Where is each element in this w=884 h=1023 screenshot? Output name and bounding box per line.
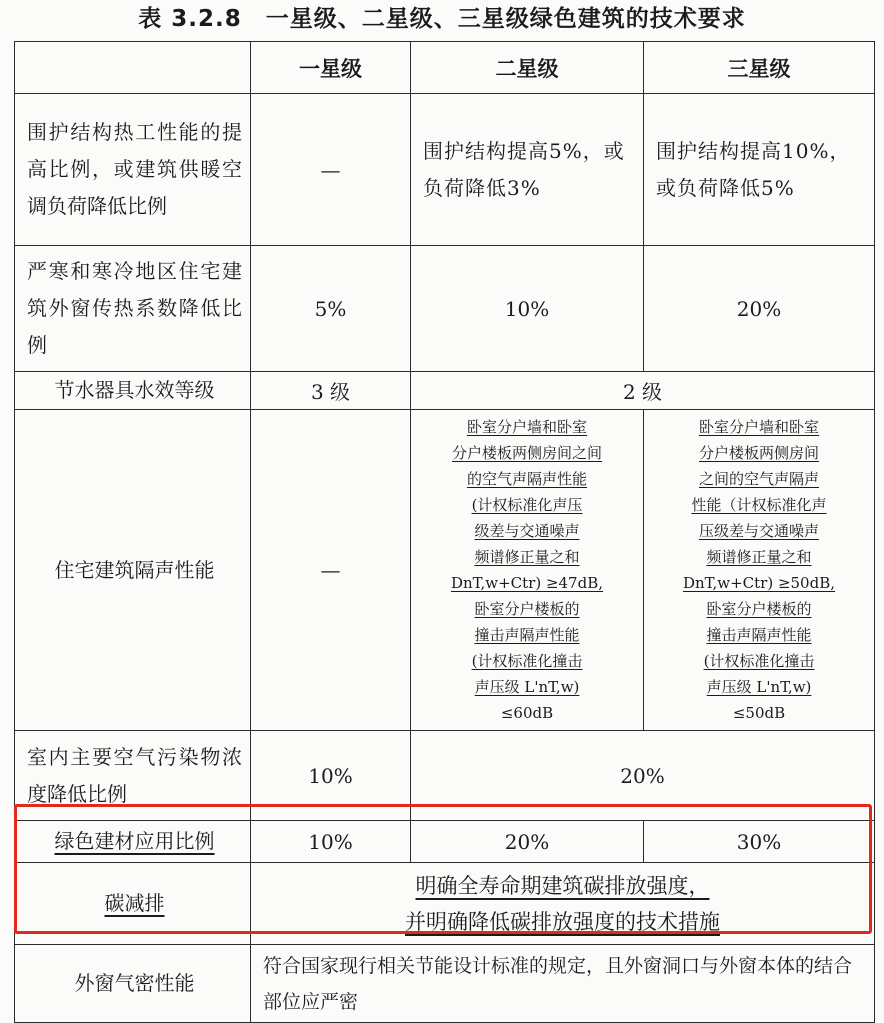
sound-two-l2: 的空气声隔声性能	[466, 470, 587, 488]
carbon-line2: 并明确降低碳排放强度的技术措施	[405, 909, 720, 934]
label-envelope: 围护结构热工性能的提高比例，或建筑供暖空调负荷降低比例	[15, 94, 251, 246]
sound-three-l0: 卧室分户墙和卧室	[698, 418, 819, 436]
sound-two-l10: 声压级 L'nT,w)	[474, 678, 580, 696]
sound-two-l7: 卧室分户楼板的	[474, 600, 580, 618]
sound-two-l9: (计权标准化撞击	[471, 652, 583, 670]
sound-three-l11: ≤50dB	[732, 704, 786, 722]
sound-three-l10: 声压级 L'nT,w)	[706, 678, 812, 696]
material-three: 30%	[644, 821, 875, 863]
sound-two	[411, 410, 644, 731]
sound-three-l2: 之间的空气声隔声	[698, 470, 819, 488]
sound-three	[644, 410, 875, 731]
header-two-star: 二星级	[411, 42, 644, 94]
carbon-requirement	[251, 863, 875, 945]
sound-two-l11: ≤60dB	[500, 704, 554, 722]
sound-three-l3: 性能（计权标准化声	[691, 496, 827, 514]
sound-three-l6: DnT,w+Ctr) ≥50dB,	[682, 574, 835, 592]
label-carbon: 碳减排	[15, 863, 251, 945]
material-two: 20%	[411, 821, 644, 863]
airtight-requirement: 符合国家现行相关节能设计标准的规定，且外窗洞口与外窗本体的结合部位应严密	[251, 945, 875, 1023]
label-material: 绿色建材应用比例	[15, 821, 251, 863]
sound-three-l8: 撞击声隔声性能	[706, 626, 812, 644]
water-two-three: 2 级	[411, 372, 875, 410]
window-one: 5%	[251, 246, 411, 372]
row-material	[15, 821, 875, 863]
sound-three-l9: (计权标准化撞击	[703, 652, 815, 670]
water-one: 3 级	[251, 372, 411, 410]
carbon-line1: 明确全寿命期建筑碳排放强度，	[415, 873, 710, 898]
sound-two-l6: DnT,w+Ctr) ≥47dB,	[450, 574, 603, 592]
air-two-three: 20%	[411, 731, 875, 821]
sound-three-l1: 分户楼板两侧房间	[698, 444, 819, 462]
sound-two-l1: 分户楼板两侧房间之间	[451, 444, 602, 462]
header-one-star: 一星级	[251, 42, 411, 94]
row-window	[15, 246, 875, 372]
label-sound: 住宅建筑隔声性能	[15, 410, 251, 731]
row-water	[15, 372, 875, 410]
technical-requirements-table	[14, 41, 875, 1023]
label-airtight: 外窗气密性能	[15, 945, 251, 1023]
label-water: 节水器具水效等级	[15, 372, 251, 410]
sound-one: —	[251, 410, 411, 731]
sound-three-l4: 压级差与交通噪声	[698, 522, 819, 540]
row-airtight	[15, 945, 875, 1023]
air-one: 10%	[251, 731, 411, 821]
header-three-star: 三星级	[644, 42, 875, 94]
header-blank	[15, 42, 251, 94]
sound-three-l5: 频谱修正量之和	[706, 548, 812, 566]
row-sound	[15, 410, 875, 731]
sound-three-l7: 卧室分户楼板的	[706, 600, 812, 618]
window-three: 20%	[644, 246, 875, 372]
label-air: 室内主要空气污染物浓度降低比例	[15, 731, 251, 821]
envelope-three: 围护结构提高10%，或负荷降低5%	[644, 94, 875, 246]
sound-two-l0: 卧室分户墙和卧室	[466, 418, 587, 436]
table-title: 表 3.2.8 一星级、二星级、三星级绿色建筑的技术要求	[138, 6, 746, 32]
row-carbon	[15, 863, 875, 945]
envelope-two: 围护结构提高5%，或负荷降低3%	[411, 94, 644, 246]
row-air	[15, 731, 875, 821]
header-row	[15, 42, 875, 94]
window-two: 10%	[411, 246, 644, 372]
sound-two-l8: 撞击声隔声性能	[474, 626, 580, 644]
sound-two-l3: (计权标准化声压	[471, 496, 583, 514]
sound-two-l4: 级差与交通噪声	[474, 522, 580, 540]
material-one: 10%	[251, 821, 411, 863]
sound-two-l5: 频谱修正量之和	[474, 548, 580, 566]
envelope-one: —	[251, 94, 411, 246]
row-envelope	[15, 94, 875, 246]
label-window: 严寒和寒冷地区住宅建筑外窗传热系数降低比例	[15, 246, 251, 372]
